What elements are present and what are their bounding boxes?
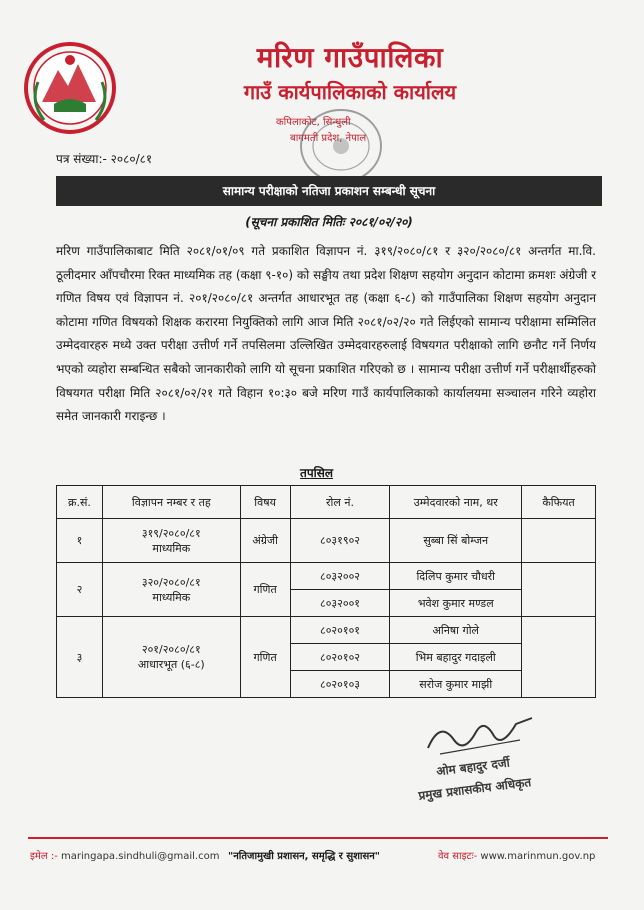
cell-sn: २	[57, 563, 103, 617]
signatory-title: प्रमुख प्रशासकीय अधिकृत	[417, 775, 532, 803]
cell-ad	[102, 563, 240, 617]
cell-remarks	[522, 617, 596, 698]
email-link[interactable]: maringapa.sindhuli@gmail.com	[61, 851, 220, 862]
website-link[interactable]: www.marinmun.gov.np	[480, 851, 596, 862]
office-stamp-icon	[296, 106, 386, 186]
col-header-name: उम्मेदवारको नाम, थर	[390, 486, 522, 519]
address-line-1: कपिलाकोट, सिन्धुली	[276, 117, 351, 128]
table-row	[57, 519, 596, 563]
cell-name: अनिषा गोले	[390, 617, 522, 644]
cell-subject: गणित	[240, 563, 290, 617]
cell-roll: ८०३२००२	[290, 563, 390, 590]
cell-subject: अंग्रेजी	[240, 519, 290, 563]
col-header-roll: रोल नं.	[290, 486, 390, 519]
footer-email	[30, 848, 219, 862]
cell-roll: ८०२०१०२	[290, 644, 390, 671]
address-line-2: बागमती प्रदेश, नेपाल	[290, 133, 367, 144]
notice-title-banner: सामान्य परीक्षाको नतिजा प्रकाशन सम्बन्धी सूचना	[56, 176, 602, 206]
cell-roll: ८०२०१०३	[290, 671, 390, 698]
table-row	[57, 617, 596, 644]
footer-website	[438, 848, 595, 862]
cell-remarks	[522, 519, 596, 563]
footer-slogan: "नतिजामुखी प्रशासन, समृद्धि र सुशासन"	[228, 851, 381, 862]
cell-sn: १	[57, 519, 103, 563]
footer-divider	[28, 837, 608, 839]
cell-roll: ८०३१९०२	[290, 519, 390, 563]
results-table	[56, 485, 596, 698]
cell-roll: ८०२०१०१	[290, 617, 390, 644]
published-date: (सूचना प्रकाशित मितिः २०८१/०२/२०)	[245, 215, 413, 229]
cell-name: दिलिप कुमार चौधरी	[390, 563, 522, 590]
signature-icon	[420, 710, 540, 760]
notice-body: मरिण गाउँपालिकाबाट मिति २०८१/०१/०९ गते प्रकाशित विज्ञापन नं. ३१९/२०८०/८१ र ३२०/२०८०/८१ अन्तर्गत मा.वि. ठूलीदमार आँपचौरमा रिक्त माध्यमिक तह (कक्षा ९-१०) को सङ्घीय तथा प्रदेश शिक्षण सहयोग अनुदान कोटामा क्रमशः अंग्रेजी र गणित विषय एवं विज्ञापन नं. २०१/२०८०/८१ अन्तर्गत आधारभूत तह (कक्षा ६-८) को गाउँपालिका शिक्षण सहयोग अनुदान कोटामा गणित विषयको शिक्षक करारमा नियुक्तिको लागि आज मिति २०८१/०२/२० गते लिईएको सामान्य परीक्षामा सम्मिलित उम्मेदवारहरु मध्ये उक्त परीक्षा उत्तीर्ण गर्ने तपसिलमा उल्लिखित उम्मेदवारहरुलाई विषयगत परीक्षाको लागि छनौट गर्ने निर्णय भएको व्यहोरा सम्बन्धित सबैको जानकारीको लागि यो सूचना प्रकाशित गरिएको छ । सामान्य परीक्षा उत्तीर्ण गर्ने परीक्षार्थीहरुको विषयगत परीक्षा मिति २०८१/०२/२१ गते विहान १०:३० बजे मरिण गाउँ कार्यपालिकाको कार्यालयमा सञ्चालन गरिने व्यहोरा समेत जानकारी गराइन्छ ।	[56, 244, 596, 424]
cell-subject: गणित	[240, 617, 290, 698]
ad-level: आधारभूत (६-८)	[137, 658, 205, 671]
cell-ad	[102, 617, 240, 698]
col-header-ad: विज्ञापन नम्बर र तह	[102, 486, 240, 519]
table-header-row	[57, 486, 596, 519]
office-title: मरिण गाउँपालिका	[256, 41, 444, 74]
reference-number: पत्र संख्या:- २०८०/८१	[56, 152, 153, 166]
email-label: इमेल :-	[30, 851, 58, 862]
ad-number: २०१/२०८०/८१	[141, 643, 201, 656]
emblem-logo-icon	[24, 42, 116, 134]
table-caption: तपसिल	[300, 466, 334, 480]
web-label: वेव साइटः-	[438, 851, 478, 862]
signatory-name: ओम बहादुर दर्जी	[435, 755, 511, 779]
col-header-remarks: कैफियत	[522, 486, 596, 519]
col-header-sn: क्र.सं.	[57, 486, 103, 519]
table-row	[57, 563, 596, 590]
cell-name: भिम बहादुर गदाइली	[390, 644, 522, 671]
ad-number: ३१९/२०८०/८१	[141, 526, 201, 540]
ad-level: माध्यमिक	[152, 590, 191, 604]
cell-remarks	[522, 563, 596, 617]
ad-level: माध्यमिक	[152, 541, 191, 555]
cell-sn: ३	[57, 617, 103, 698]
cell-ad	[102, 519, 240, 563]
ad-number: ३२०/२०८०/८१	[141, 575, 201, 589]
office-subtitle: गाउँ कार्यपालिकाको कार्यालय	[243, 80, 457, 104]
col-header-subject: विषय	[240, 486, 290, 519]
cell-name: सुब्बा सिं बोम्जन	[390, 519, 522, 563]
cell-name: सरोज कुमार माझी	[390, 671, 522, 698]
cell-name: भवेश कुमार मण्डल	[390, 590, 522, 617]
cell-roll: ८०३२००१	[290, 590, 390, 617]
